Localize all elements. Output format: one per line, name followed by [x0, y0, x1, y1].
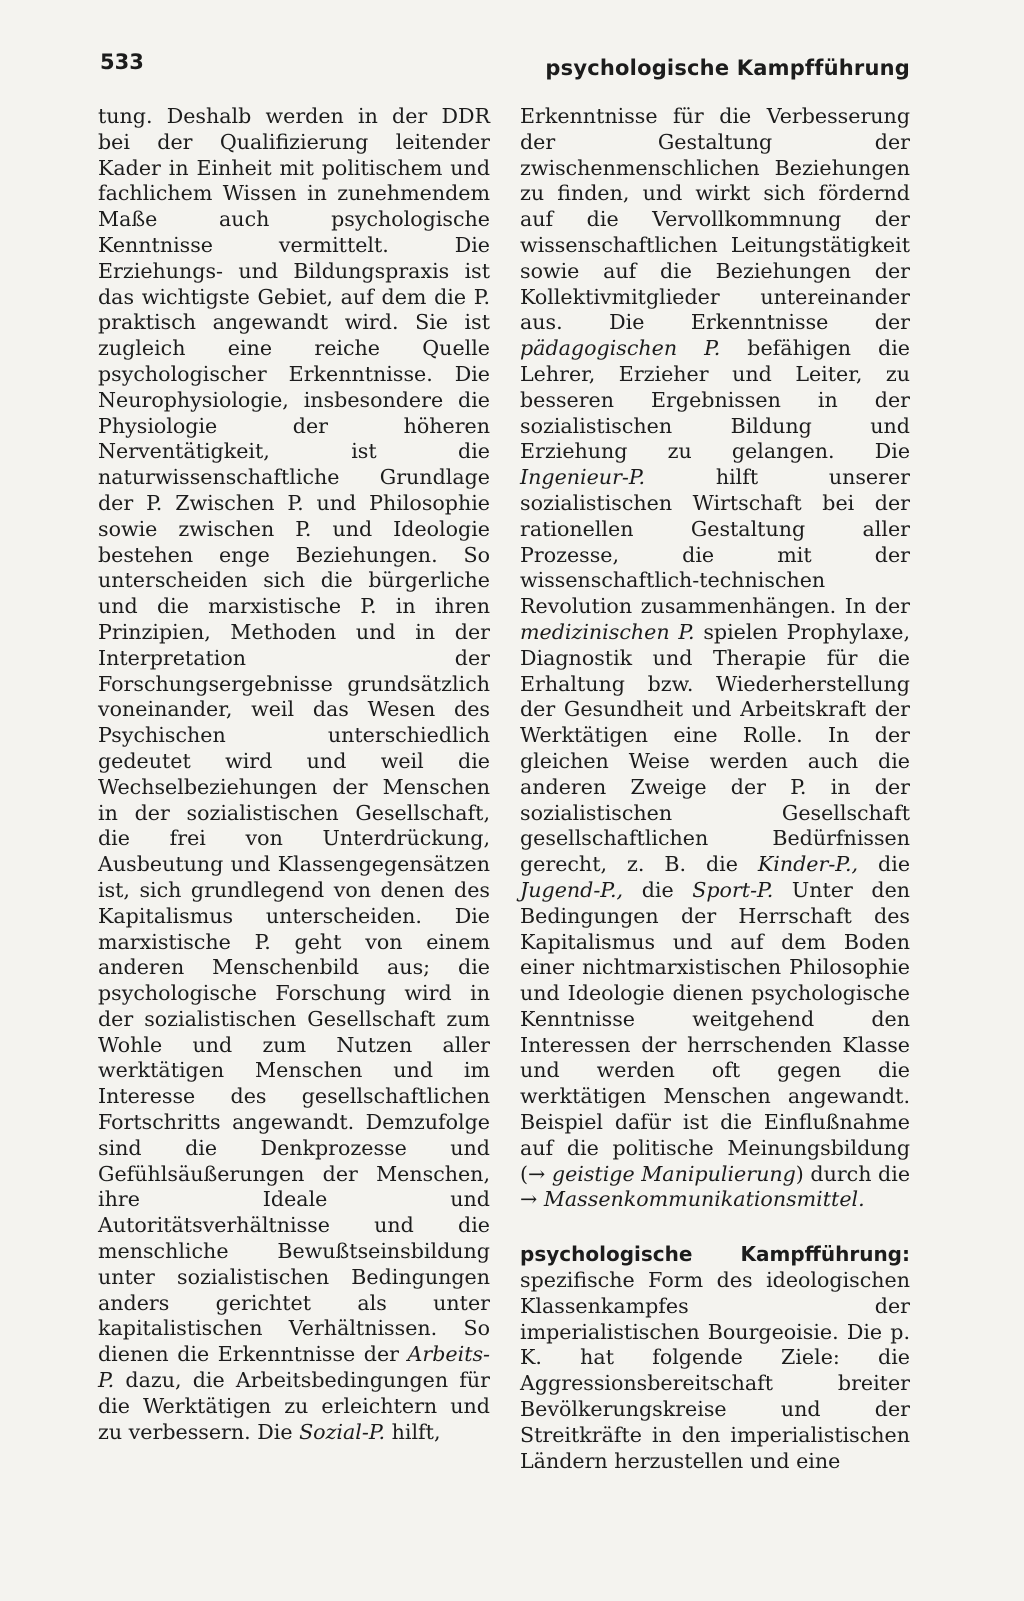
right-text-7: Unter den Bedingungen der Herrschaft des Kapitalismus und auf dem Boden einer nichtmarxistischen Philosophie und Ideologie dienen psychologische Kenntnisse weitgehend den Interessen der herrschenden Klasse und werden oft gegen die werktätigen Menschen angewandt. Beispiel dafür ist die Einflußnahme auf die politische Meinungsbildung ( — [520, 877, 911, 1186]
left-text-3: hilft, — [391, 1419, 441, 1444]
left-text-1: tung. Deshalb werden in der DDR bei der Qualifizierung leitender Kader in Einheit mit politischem und fachlichem Wissen in zunehmendem Maße auch psychologische Kenntnisse vermittelt. Die Erziehungs- und Bildungspraxis ist das wichtigste Gebiet, auf dem die P. praktisch angewandt wird. Sie ist zugleich eine reiche Quelle psychologischer Erkenntnisse. Die Neurophysiologie, insbesondere die Physiologie der höheren Nerventätigkeit, ist die naturwissenschaftliche Grundlage der P. Zwischen P. und Philosophie sowie zwischen P. und Ideologie bestehen enge Beziehungen. So unterscheiden sich die bürgerliche und die marxistische P. in ihren Prinzipien, Methoden und in der Interpretation der Forschungsergebnisse grundsätzlich voneinander, weil das Wesen des Psychischen unterschiedlich gedeutet wird und weil die Wechselbeziehungen der Menschen in der sozialistischen Gesellschaft, die frei von Unterdrückung, Ausbeutung und Klassengegensätzen ist, sich grundlegend von denen des Kapitalismus unterscheiden. Die marxistische P. geht von einem anderen Menschenbild aus; die psychologische Forschung wird in der sozialistischen Gesellschaft zum Wohle und zum Nutzen aller werktätigen Menschen und im Interesse des gesellschaftlichen Fortschritts angewandt. Demzufolge sind die Denkprozesse und Gefühlsäußerungen der Menschen, ihre Ideale und Autoritätsverhältnisse und die menschliche Bewußtseinsbildung unter sozialistischen Bedingungen anders gerichtet als unter kapitalistischen Verhältnissen. So dienen die Erkenntnisse der — [98, 104, 490, 1367]
right-column — [520, 104, 910, 1474]
left-paragraph — [98, 104, 490, 1445]
arrow-icon: → — [528, 1161, 546, 1186]
right-text-4: spielen Prophylaxe, Diagnostik und Therapie für die Erhaltung bzw. Wiederherstellung der Gesundheit und Arbeitskraft der Werktätigen eine Rolle. In der gleichen Weise werden auch die anderen Zweige der P. in der sozialistischen Gesellschaft gesellschaftlichen Bedürfnissen gerecht, z. B. die — [520, 619, 911, 877]
left-column — [98, 104, 490, 1445]
right-italic-geistige-manipulierung: geistige Manipulierung — [551, 1161, 796, 1186]
right-italic-jugend-p: Jugend-P., — [520, 877, 624, 902]
left-italic-sozial-p: Sozial-P. — [299, 1419, 386, 1444]
entry-text: spezifische Form des ideologischen Klassenkampfes der imperialistischen Bourgeoisie. Die p. K. hat folgende Ziele: die Aggressionsbereitschaft breiter Bevölkerungskreise und der Streitkräfte in den imperialistischen Ländern herzustellen und eine — [520, 1268, 910, 1473]
right-italic-ingenieur-p: Ingenieur-P. — [520, 465, 646, 490]
right-text-1: Erkenntnisse für die Verbesserung der Gestaltung der zwischenmenschlichen Beziehungen zu finden, und wirkt sich fördernd auf die Vervollkommnung der wissenschaftlichen Leitungstätigkeit sowie auf die Beziehungen der Kollektivmitglieder untereinander aus. Die Erkenntnisse der — [520, 104, 910, 335]
arrow-icon: → — [520, 1187, 538, 1212]
running-head: psychologische Kampfführung — [545, 56, 910, 80]
right-italic-paedagogischen-p: pädagogischen P. — [520, 336, 721, 361]
dictionary-entry — [520, 1242, 910, 1474]
left-italic-arbeits-p: Arbeits-P. — [98, 1342, 491, 1393]
right-italic-medizinischen-p: medizinischen P. — [520, 619, 695, 644]
right-text-3: hilft unserer sozialistischen Wirtschaft bei der rationellen Gestaltung aller Prozesse, die mit der wissenschaftlich-technischen Revolution zusammenhängen. In der — [520, 465, 910, 619]
right-text-2: befähigen die Lehrer, Erzieher und Leiter, zu besseren Ergebnissen in der sozialistischen Bildung und Erziehung zu gelangen. Die — [520, 336, 910, 464]
left-text-2: dazu, die Arbeitsbedingungen für die Werktätigen zu erleichtern und zu verbessern. Die — [98, 1368, 490, 1444]
right-italic-massenkommunikationsmittel: Massenkommunikationsmittel. — [543, 1187, 865, 1212]
right-paragraph — [520, 104, 910, 1213]
right-italic-sport-p: Sport-P. — [692, 877, 774, 902]
right-italic-kinder-p: Kinder-P., — [757, 852, 859, 877]
right-text-8: ) durch die — [795, 1161, 911, 1186]
right-text-6: die — [641, 877, 674, 902]
right-text-5: die — [878, 852, 911, 877]
entry-headword: psychologische Kampfführung: — [520, 1242, 910, 1267]
page-number: 533 — [100, 50, 144, 74]
